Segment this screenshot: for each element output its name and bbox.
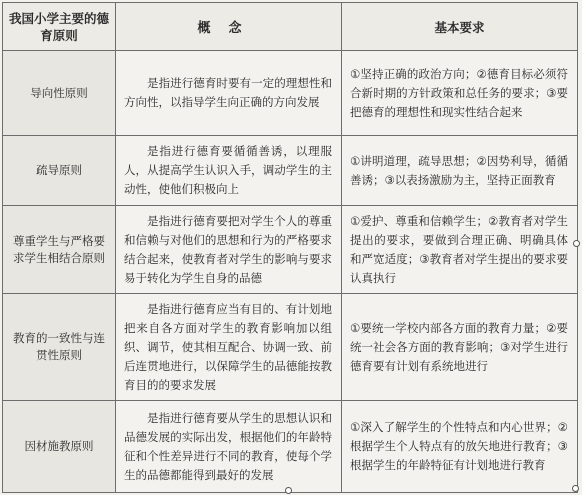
principle-name: 疏导原则	[3, 136, 116, 206]
principle-concept: 是指进行德育要循循善诱，以理服人，从提高学生认识入手，调动学生的主动性，使他们积极向上	[116, 136, 342, 206]
selection-handle-right[interactable]	[573, 240, 580, 247]
principle-requirement: ①深入了解学生的个性特点和内心世界；②根据学生个人特点有的放矢地进行教育；③根据学生的年龄特征有计划地进行教育	[342, 401, 578, 493]
table-row	[3, 206, 578, 294]
principle-requirement: ①坚持正确的政治方向；②德育目标必须符合新时期的方针政策和总任务的要求；③要把德育的理想性和现实性结合起来	[342, 51, 578, 136]
table-header-row	[3, 3, 578, 51]
principle-concept: 是指进行德育应当有目的、有计划地把来自各方面对学生的教育影响加以组织、调节，使其相互配合、协调一致、前后连贯地进行，以保障学生的品德能按教育目的的要求发展	[116, 294, 342, 401]
moral-education-principles-table	[2, 2, 578, 493]
header-concept: 概念	[116, 3, 342, 51]
table-row	[3, 294, 578, 401]
selection-handle-bottom[interactable]	[285, 487, 292, 494]
principle-name: 因材施教原则	[3, 401, 116, 493]
principle-concept: 是指进行德育时要有一定的理想性和方向性，以指导学生向正确的方向发展	[116, 51, 342, 136]
table-row	[3, 51, 578, 136]
principle-name: 导向性原则	[3, 51, 116, 136]
principle-name: 尊重学生与严格要求学生相结合原则	[3, 206, 116, 294]
principle-name: 教育的一致性与连贯性原则	[3, 294, 116, 401]
table-row	[3, 136, 578, 206]
principle-requirement: ①爱护、尊重和信赖学生；②教育者对学生提出的要求，要做到合理正确、明确具体和严宽适度；③教育者对学生提出的要求要认真执行	[342, 206, 578, 294]
principle-concept: 是指进行德育要从学生的思想认识和品德发展的实际出发，根据他们的年龄特征和个性差异进行不同的教育，使每个学生的品德都能得到最好的发展	[116, 401, 342, 493]
table-row	[3, 401, 578, 493]
principle-requirement: ①讲明道理，疏导思想；②因势利导，循循善诱；③以表扬激励为主，坚持正面教育	[342, 136, 578, 206]
header-requirement: 基本要求	[342, 3, 578, 51]
principle-requirement: ①要统一学校内部各方面的教育力量；②要统一社会各方面的教育影响；③对学生进行德育要有计划有系统地进行	[342, 294, 578, 401]
header-principle: 我国小学主要的德育原则	[3, 3, 116, 51]
selection-handle-corner[interactable]	[572, 485, 579, 492]
principle-concept: 是指进行德育要把对学生个人的尊重和信赖与对他们的思想和行为的严格要求结合起来，使教育者对学生的影响与要求易于转化为学生自身的品德	[116, 206, 342, 294]
